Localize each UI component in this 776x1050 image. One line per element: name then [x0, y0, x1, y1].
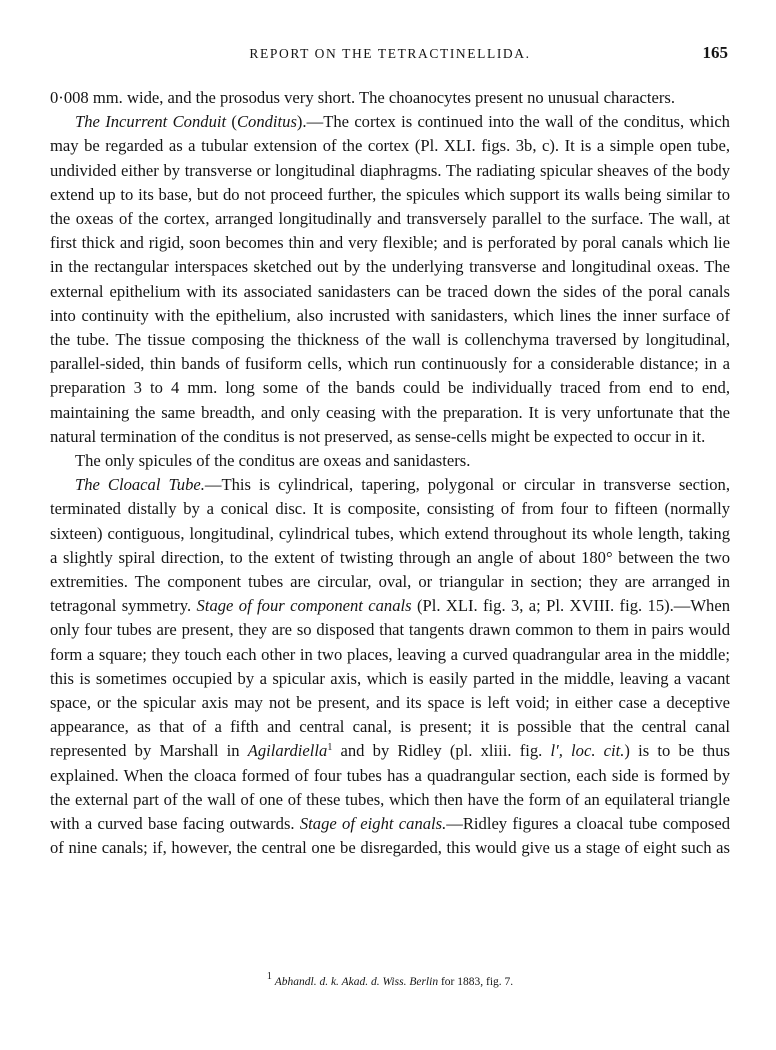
- paragraph-text: and by Ridley (pl. xliii. fig.: [332, 741, 551, 761]
- footnote: [50, 971, 730, 989]
- paragraph-cloacal-tube: The Cloacal Tube.—This is cylindrical, tapering, polygonal or circular in transverse section, terminated distally by a conical disc. It is composite, consisting of from four to fifteen (normally sixteen) contiguous, longitudinal, cylindrical tubes, which extend throughout its whole length, taking a slightly spiral direction, to the extent of twisting through an angle of about 180° between the two extremities. The component tubes are circular, oval, or triangular in section; they are arranged in tetragonal symmetry. Stage of four component canals (Pl. XLI. fig. 3, a; Pl. XVIII. fig. 15).—When only four tubes are present, they are so disposed that tangents drawn common to them in pairs would form a square; they touch each other in two places, leaving a curved quadrangular area in the middle; this is sometimes occupied by a spicular axis, which is easily parted in the middle, leaving a vacant space, or the spicular axis may not be present, and its space is left void; in either case a deceptive appearance, as that of a fifth and central canal, is present; it is possible that the central canal represented by Marshall in Agilardiella$^1$ and by Ridley (pl. xliii. fig. l′, loc. cit.) is to be thus explained. When the cloaca formed of four tubes has a quadrangular section, each side is formed by the external part of the wall of one of these tubes, which then have the form of an equilateral triangle with a curved base facing outwards. Stage of eight canals.—Ridley figures a cloacal tube composed of nine canals; if, however, the central one be disregarded, this would give us a stage of eight such as: [50, 475, 730, 858]
- figure-reference: l′, loc. cit.: [550, 741, 625, 761]
- paragraph-choanocytes: [50, 86, 730, 110]
- paragraph-text: This is cylindrical, tapering, polygonal or circular in transverse section, terminated distally by a conical disc. It is composite, consisting of from four to fifteen (normally sixteen) contiguous, longitudinal, cylindrical tubes, which extend throughout its whole length, taking a slightly spiral direction, to the extent of twisting through an angle of about 180° between the two extremities. The component tubes are circular, oval, or triangular in section; they are arranged in tetragonal symmetry.: [50, 475, 730, 616]
- footnote-text: for 1883, fig. 7.: [438, 976, 514, 988]
- paragraph-text: ) is to be thus explained. When the cloaca formed of four tubes has a quadrangular section, each side is formed by the external part of the wall of one of these tubes, which then have the form of an equilateral triangle with a curved base facing outwards.: [50, 741, 730, 834]
- paragraph-incurrent-conduit: The Incurrent Conduit (Conditus).—The cortex is continued into the wall of the conditus, which may be regarded as a tubular extension of the cortex (Pl. XLI. figs. 3b, c). It is a simple open tube, undivided either by transverse or longitudinal diaphragms. The radiating spicular sheaves of the body extend up to its base, but do not proceed further, the spicules which support its walls being similar to the oxeas of the cortex, arranged longitudinally and transversely parallel to the surface. The wall, at first thick and rigid, soon becomes thin and very flexible; and is perforated by poral canals which lie in the rectangular interspaces sketched out by the underlying transverse and longitudinal oxeas. The external epithelium with its associated sanidasters can be traced down the sides of the poral canals into continuity with the epithelium, also incrusted with sanidasters, which lines the inner surface of the tube. The tissue composing the thickness of the wall is collenchyma traversed by longitudinal, parallel-sided, thin bands of fusiform cells, which run continuously for a considerable distance; in a preparation 3 to 4 mm. long some of the bands could be individually traced from end to end, maintaining the same breadth, and only ceasing with the preparation. It is very unfortunate that the natural termination of the conditus is not preserved, as sense-cells might be expected to occur in it.: [50, 112, 730, 446]
- genus-name: Agilardiella: [247, 741, 328, 761]
- running-title: REPORT ON THE TETRACTINELLIDA.: [249, 46, 531, 61]
- subsection-heading: Stage of four component canals: [196, 596, 412, 616]
- section-heading: The Incurrent Conduit: [75, 112, 227, 132]
- page-header: [50, 43, 730, 68]
- paragraph-text: —Ridley figures a cloacal tube composed of nine canals; if, however, the central one be disregarded, this would give us a stage of eight such as: [50, 814, 730, 858]
- body-text: [50, 86, 730, 861]
- paragraph-text: 0·008 mm. wide, and the prosodus very short. The choanocytes present no unusual characters.: [50, 88, 676, 107]
- paragraph-text: The cortex is continued into the wall of the conditus, which may be regarded as a tubular extension of the cortex (Pl. XLI. figs. 3b, c). It is a simple open tube, undivided either by transverse or longitudinal diaphragms. The radiating spicular sheaves of the body extend up to its base, but do not proceed further, the spicules which support its walls being similar to the oxeas of the cortex, arranged longitudinally and transversely parallel to the surface. The wall, at first thick and rigid, soon becomes thin and very flexible; and is perforated by poral canals which lie in the rectangular interspaces sketched out by the underlying transverse and longitudinal oxeas. The external epithelium with its associated sanidasters can be traced down the sides of the poral canals into continuity with the epithelium, also incrusted with sanidasters, which lines the inner surface of the tube. The tissue composing the thickness of the wall is collenchyma traversed by longitudinal, parallel-sided, thin bands of fusiform cells, which run continuously for a considerable distance; in a preparation 3 to 4 mm. long some of the bands could be individually traced from end to end, maintaining the same breadth, and only ceasing with the preparation. It is very unfortunate that the natural termination of the conditus is not preserved, as sense-cells might be expected to occur in it.: [50, 112, 730, 446]
- section-heading: The Cloacal Tube.: [75, 475, 205, 495]
- footnote-citation: Abhandl. d. k. Akad. d. Wiss. Berlin: [274, 976, 439, 988]
- paragraph-conditus-spicules: [50, 449, 730, 473]
- page-number: 165: [702, 43, 728, 62]
- paragraph-text: (Pl. XLI. fig. 3, a; Pl. XVIII. fig. 15).—When only four tubes are present, they are so disposed that tangents drawn common to them in pairs would form a square; they touch each other in two places, leaving a curved quadrangular area in the middle; this is sometimes occupied by a spicular axis, which is easily parted in the middle, leaving a vacant space, or the spicular axis may not be present, and its space is left void; in either case a deceptive appearance, as that of a fifth and central canal, is present; it is possible that the central canal represented by Marshall in: [50, 596, 730, 761]
- subsection-heading: Stage of eight canals.: [299, 814, 447, 834]
- footnote-marker: 1: [266, 971, 272, 982]
- latin-term: Conditus: [236, 112, 297, 132]
- footnote-reference: 1: [327, 742, 333, 754]
- paragraph-text: The only spicules of the conditus are oxeas and sanidasters.: [75, 451, 471, 471]
